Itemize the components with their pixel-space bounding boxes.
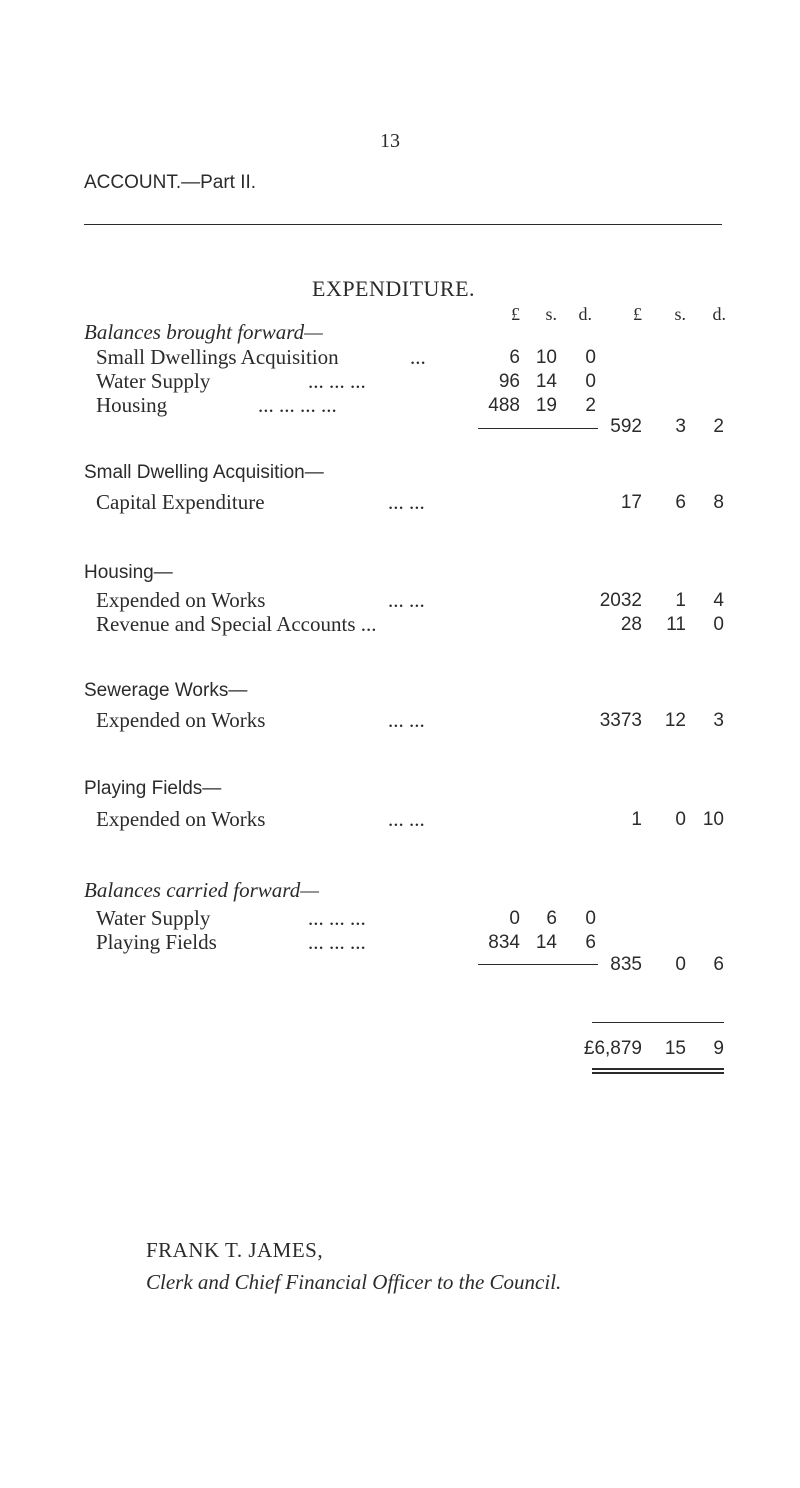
amount-pence: 0 [585,347,596,368]
amount-pounds: 2032 [599,590,642,611]
item-label: Expended on Works [96,708,266,732]
amount-shillings: 0 [675,809,686,830]
section-heading-sewerage: Sewerage Works— [84,680,248,701]
item-label: Water Supply [96,906,211,930]
leader-dots: ... ... ... [308,369,366,393]
item-label: Playing Fields [96,930,217,954]
total-pence: 6 [713,954,724,975]
leader-dots: ... ... ... [308,906,366,930]
item-label: Housing [96,393,168,417]
item-label: Expended on Works [96,807,266,831]
col-right-pounds: £ [633,304,642,324]
amount-shillings: 14 [535,932,557,953]
item-label: Revenue and Special Accounts ... [96,612,377,636]
amount-pence: 8 [713,492,724,513]
leader-dots: ... ... [388,490,425,514]
item-label: Small Dwellings Acquisition [96,345,339,369]
leader-dots: ... ... [388,588,425,612]
item-label: Capital Expenditure [96,490,265,514]
item-label: Expended on Works [96,588,266,612]
amount-pounds: 0 [509,908,520,929]
leader-dots: ... [410,345,426,369]
col-left-pence: d. [578,304,592,324]
section-heading-housing: Housing— [84,562,173,583]
subtotal-rule [478,964,598,965]
amount-pounds: 488 [488,395,520,416]
amount-pence: 0 [585,908,596,929]
signatory-name: FRANK T. JAMES, [146,1238,324,1262]
section-heading-balances-carried: Balances carried forward— [84,878,319,902]
title-rule [84,224,722,225]
amount-shillings: 6 [675,492,686,513]
page-number: 13 [380,130,400,152]
amount-pounds: 3373 [599,710,642,731]
grand-total-shillings: 15 [664,1038,686,1059]
col-right-shillings: s. [674,304,686,324]
amount-pounds: 834 [488,932,520,953]
amount-pence: 0 [713,614,724,635]
amount-shillings: 1 [675,590,686,611]
grand-total-double-rule-2 [592,1072,724,1074]
subtotal-rule [478,428,598,429]
leader-dots: ... ... [388,708,425,732]
amount-pounds: 28 [620,614,642,635]
grand-total-pence: 9 [713,1038,724,1059]
amount-pounds: 6 [509,347,520,368]
total-shillings: 0 [675,954,686,975]
amount-shillings: 11 [666,614,686,635]
amount-pence: 6 [585,932,596,953]
amount-pence: 3 [713,710,724,731]
section-heading-playing-fields: Playing Fields— [84,778,222,799]
leader-dots: ... ... ... [308,930,366,954]
signatory-title: Clerk and Chief Financial Officer to the Council. [146,1270,562,1294]
col-right-pence: d. [712,304,726,324]
amount-pounds: 96 [498,371,520,392]
item-label: Water Supply [96,369,211,393]
amount-shillings: 19 [535,395,557,416]
total-pence: 2 [713,416,724,437]
section-heading-balances-brought: Balances brought forward— [84,320,323,344]
leader-dots: ... ... ... ... [258,393,337,417]
amount-shillings: 6 [546,908,557,929]
amount-pounds: 17 [620,492,642,513]
amount-pence: 0 [585,371,596,392]
amount-pence: 10 [702,809,724,830]
col-left-shillings: s. [545,304,557,324]
total-pounds: 835 [610,954,642,975]
amount-pounds: 1 [631,809,642,830]
amount-shillings: 12 [664,710,686,731]
total-pounds: 592 [610,416,642,437]
section-heading: EXPENDITURE. [312,276,476,301]
grand-total-pounds: £6,879 [583,1038,642,1059]
grand-total-double-rule-1 [592,1068,724,1070]
leader-dots: ... ... [388,807,425,831]
amount-pence: 4 [713,590,724,611]
total-shillings: 3 [675,416,686,437]
col-left-pounds: £ [511,304,520,324]
section-heading-small-dwelling: Small Dwelling Acquisition— [84,462,324,483]
amount-pence: 2 [585,395,596,416]
page-title: ACCOUNT.—Part II. [84,172,257,193]
grand-total-top-rule [592,1022,724,1023]
amount-shillings: 14 [535,371,557,392]
amount-shillings: 10 [535,347,557,368]
